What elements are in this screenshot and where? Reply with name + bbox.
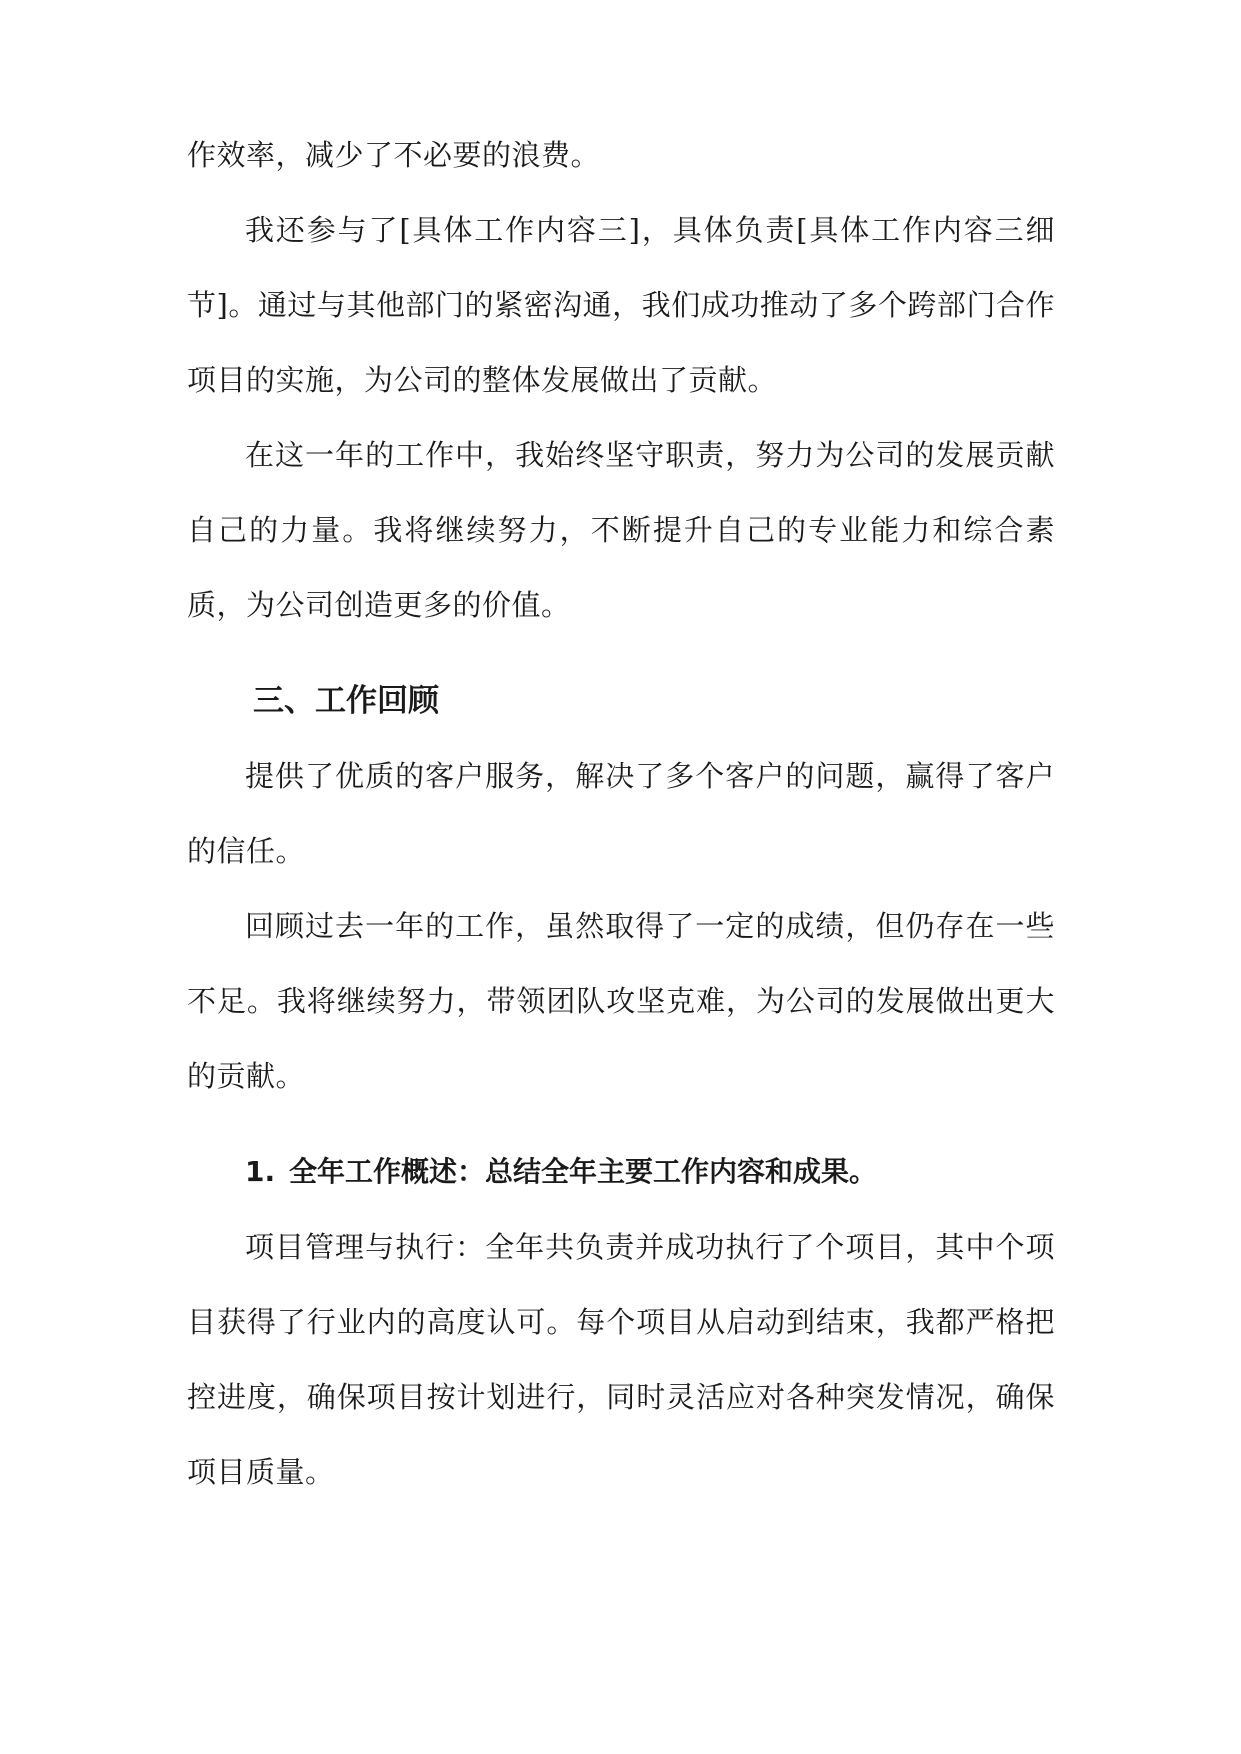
subsection-number: 1. (245, 1155, 276, 1188)
paragraph-year-review: 回顾过去一年的工作，虽然取得了一定的成绩，但仍存在一些不足。我将继续努力，带领团队攻坚克难，为公司的发展做出更大的贡献。 (187, 909, 1055, 1093)
paragraph-customer-service: 提供了优质的客户服务，解决了多个客户的问题，赢得了客户的信任。 (187, 759, 1055, 868)
section-title-work-review: 三、工作回顾 (253, 683, 439, 719)
document-body (187, 138, 1055, 1510)
paragraph-work-content-three: 我还参与了[具体工作内容三]，具体负责[具体工作内容三细节]。通过与其他部门的紧密沟通，我们成功推动了多个跨部门合作项目的实施，为公司的整体发展做出了贡献。 (187, 213, 1055, 397)
paragraph-project-management: 项目管理与执行：全年共负责并成功执行了个项目，其中个项目获得了行业内的高度认可。每个项目从启动到结束，我都严格把控进度，确保项目按计划进行，同时灵活应对各种突发情况，确保项目质量。 (187, 1230, 1055, 1489)
paragraph-continuation: 作效率，减少了不必要的浪费。 (187, 138, 601, 172)
paragraph-year-commitment: 在这一年的工作中，我始终坚守职责，努力为公司的发展贡献自己的力量。我将继续努力，不断提升自己的专业能力和综合素质，为公司创造更多的价值。 (187, 438, 1055, 622)
subsection-title: 全年工作概述：总结全年主要工作内容和成果。 (289, 1155, 878, 1188)
subsection-heading (187, 1152, 1055, 1192)
